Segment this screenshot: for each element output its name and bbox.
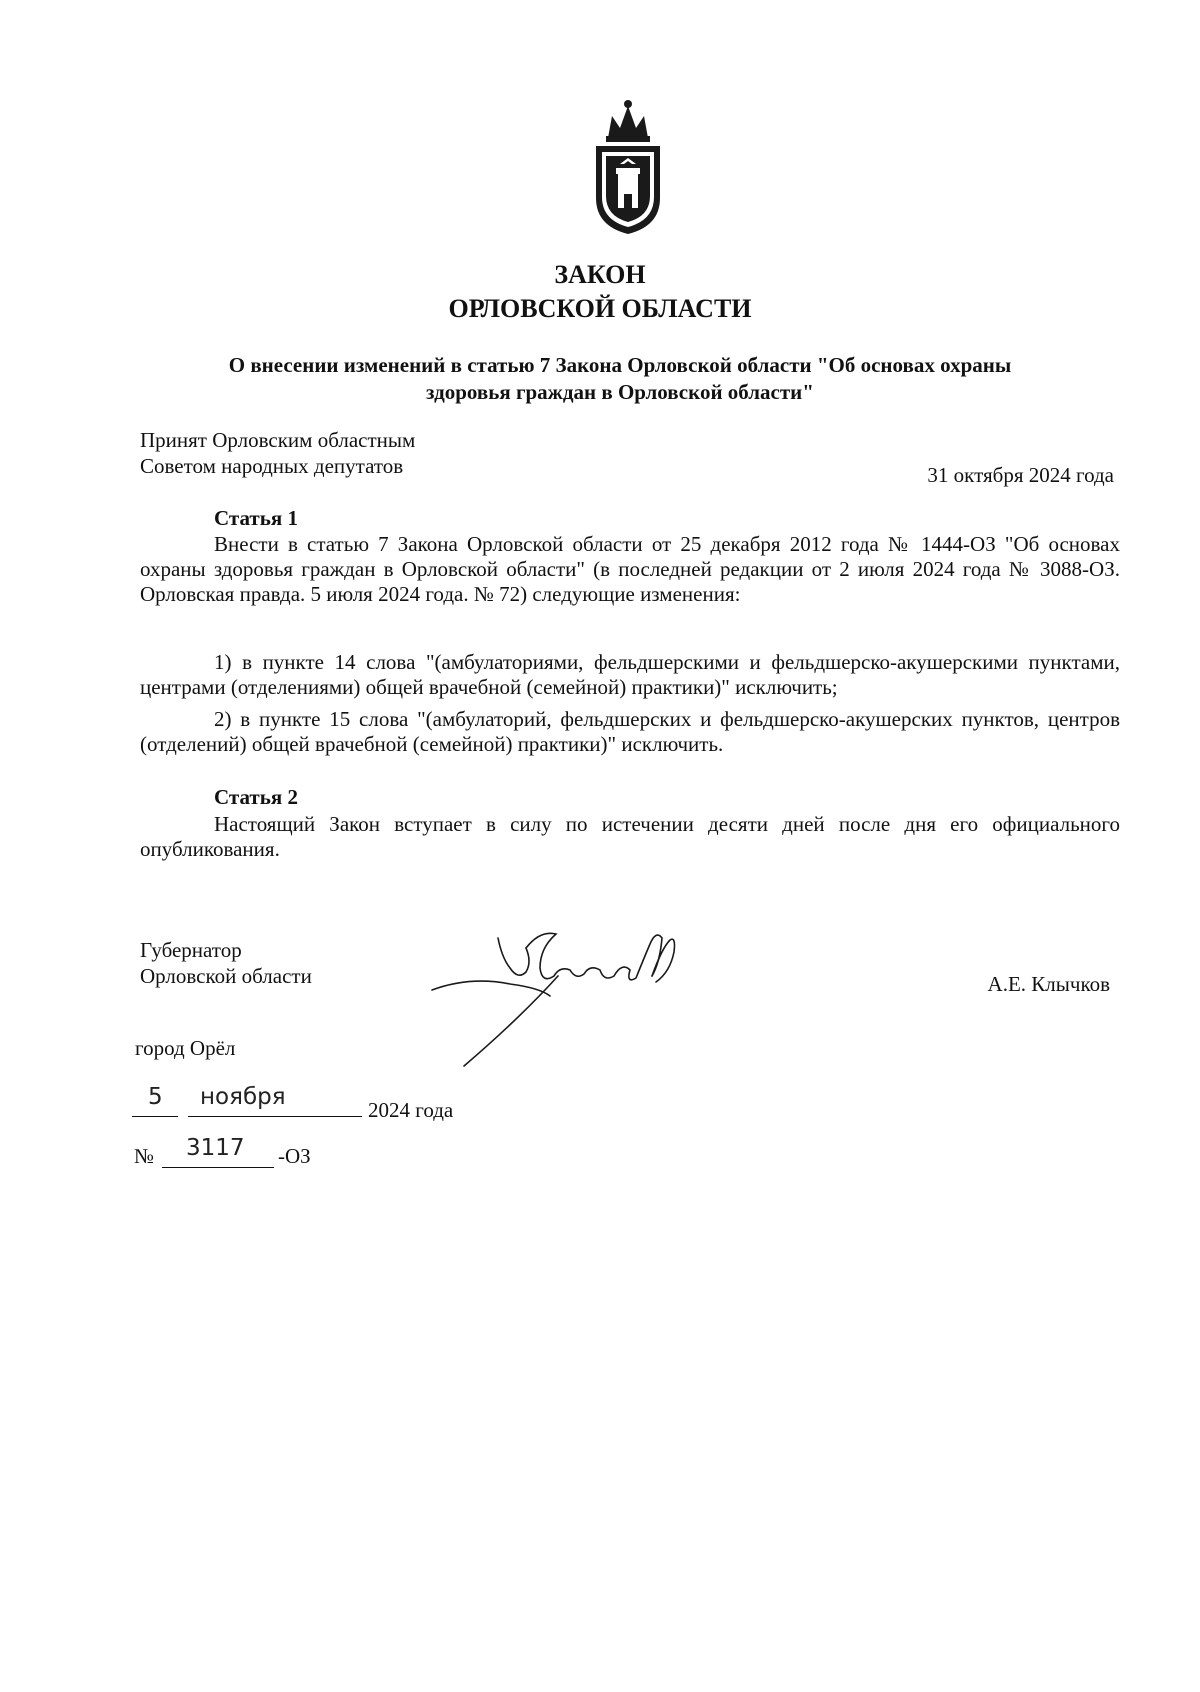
city: город Орёл — [135, 1036, 236, 1060]
date-month: ноября — [200, 1084, 286, 1110]
date-day-field — [132, 1086, 178, 1117]
article-1-heading: Статья 1 — [214, 506, 298, 530]
signatory-title-line-1: Губернатор — [140, 938, 242, 962]
law-subject — [160, 352, 1080, 406]
article-2-heading: Статья 2 — [214, 785, 298, 809]
signatory-title-line-2: Орловской области — [140, 964, 312, 988]
signatory-name: А.Е. Клычков — [987, 972, 1110, 996]
document-region: ОРЛОВСКОЙ ОБЛАСТИ — [448, 294, 752, 323]
law-number: 3117 — [186, 1135, 245, 1161]
document-type: ЗАКОН — [554, 260, 646, 289]
coat-of-arms-icon — [578, 98, 678, 238]
date-year: 2024 года — [368, 1098, 454, 1122]
date-month-field — [188, 1086, 362, 1117]
article-1-item-2: 2) в пункте 15 слова "(амбулаторий, фельдшерских и фельдшерско-акушерских пунктов, центров (отделений) общей врачебной (семейной) практики)" исключить. — [140, 707, 1120, 756]
law-subject-line-2: здоровья граждан в Орловской области" — [426, 380, 814, 404]
date-day: 5 — [148, 1084, 163, 1110]
number-field — [162, 1137, 274, 1168]
adoption-date: 31 октября 2024 года — [927, 463, 1114, 487]
adopted-by-line-2: Советом народных депутатов — [140, 454, 404, 478]
article-1-intro: Внести в статью 7 Закона Орловской области от 25 декабря 2012 года № 1444-ОЗ "Об основах охраны здоровья граждан в Орловской области" (в последней редакции от 2 июля 2024 года № 3088-ОЗ. Орловская правда. 5 июля 2024 года. № 72) следующие изменения: — [140, 532, 1120, 606]
handwritten-signature — [430, 918, 690, 1068]
article-2-text: Настоящий Закон вступает в силу по истечении десяти дней после дня его официального опубликования. — [140, 812, 1120, 861]
number-suffix: -ОЗ — [278, 1144, 311, 1168]
adopted-by-line-1: Принят Орловским областным — [140, 428, 416, 452]
number-prefix: № — [134, 1144, 155, 1168]
law-subject-line-1: О внесении изменений в статью 7 Закона Орловской области "Об основах охраны — [228, 353, 1012, 377]
article-1-item-1: 1) в пункте 14 слова "(амбулаториями, фельдшерскими и фельдшерско-акушерскими пунктами, центрами (отделениями) общей врачебной (семейной) практики)" исключить; — [140, 650, 1120, 699]
